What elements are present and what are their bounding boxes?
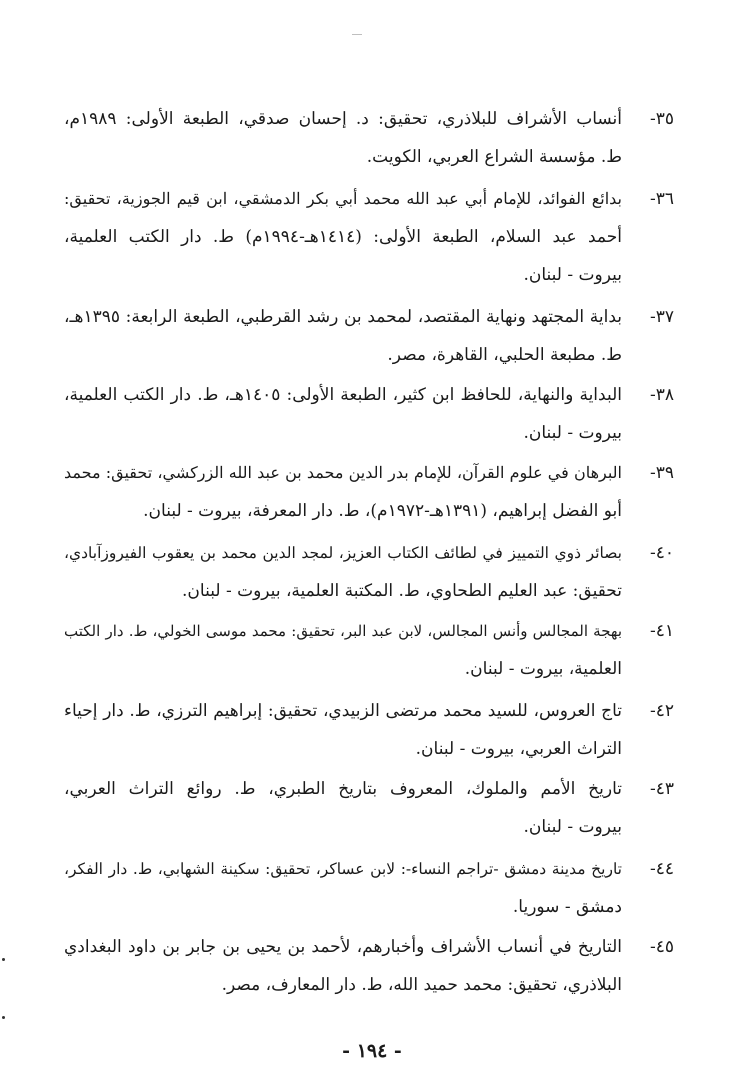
entry-number: ٤٤-	[649, 859, 674, 879]
bibliography-entry	[64, 100, 674, 176]
bibliography-entry	[64, 612, 674, 688]
bibliography-entry	[64, 770, 674, 846]
entry-text-line: تاريخ الأمم والملوك، المعروف بتاريخ الطبري، ط. روائع التراث العربي،	[64, 779, 622, 799]
margin-dot	[2, 1016, 5, 1019]
bibliography-entry	[64, 376, 674, 452]
bibliography-entry	[64, 298, 674, 374]
entry-text-line: أبو الفضل إبراهيم، (١٣٩١هـ-١٩٧٢م)، ط. دار المعرفة، بيروت - لبنان.	[143, 501, 622, 521]
entry-text-line: البلاذري، تحقيق: محمد حميد الله، ط. دار المعارف، مصر.	[221, 975, 622, 995]
entry-text-line: البداية والنهاية، للحافظ ابن كثير، الطبعة الأولى: ١٤٠٥هـ، ط. دار الكتب العلمية،	[64, 385, 622, 405]
bibliography-entry	[64, 454, 674, 530]
bibliography-entry	[64, 180, 674, 294]
entry-number: ٣٩-	[649, 463, 674, 483]
scan-mark	[352, 34, 362, 35]
entry-text-line: بهجة المجالس وأنس المجالس، لابن عبد البر، تحقيق: محمد موسى الخولي، ط. دار الكتب	[64, 622, 622, 640]
bibliography-entry	[64, 850, 674, 926]
entry-text-line: أحمد عبد السلام، الطبعة الأولى: (١٤١٤هـ-١٩٩٤م) ط. دار الكتب العلمية،	[64, 227, 622, 247]
entry-number: ٤٥-	[649, 937, 674, 957]
entry-number: ٣٥-	[649, 109, 674, 129]
margin-dot	[2, 958, 5, 961]
entry-text-line: تحقيق: عبد العليم الطحاوي، ط. المكتبة العلمية، بيروت - لبنان.	[182, 581, 622, 601]
entry-text-line: أنساب الأشراف للبلاذري، تحقيق: د. إحسان صدقي، الطبعة الأولى: ١٩٨٩م،	[64, 109, 622, 129]
entry-text-line: التاريخ في أنساب الأشراف وأخبارهم، لأحمد بن يحيى بن جابر بن داود البغدادي	[64, 937, 622, 957]
entry-text-line: ط. مؤسسة الشراع العربي، الكويت.	[366, 147, 622, 167]
entry-number: ٤١-	[649, 621, 674, 641]
entry-text-line: بدائع الفوائد، للإمام أبي عبد الله محمد أبي بكر الدمشقي، ابن قيم الجوزية، تحقيق:	[64, 189, 622, 208]
entry-number: ٣٨-	[649, 385, 674, 405]
entry-text-line: دمشق - سوريا.	[512, 897, 622, 917]
entry-text-line: بيروت - لبنان.	[523, 423, 622, 443]
entry-text-line: ط. مطبعة الحلبي، القاهرة، مصر.	[387, 345, 622, 365]
entry-text-line: العلمية، بيروت - لبنان.	[464, 659, 622, 679]
entry-number: ٤٢-	[649, 701, 674, 721]
bibliography-entry	[64, 534, 674, 610]
entry-text-line: بداية المجتهد ونهاية المقتصد، لمحمد بن رشد القرطبي، الطبعة الرابعة: ١٣٩٥هـ،	[64, 307, 622, 327]
entry-text-line: تاريخ مدينة دمشق -تراجم النساء-: لابن عساكر، تحقيق: سكينة الشهابي، ط. دار الفكر،	[64, 860, 622, 878]
entry-number: ٤٠-	[649, 543, 674, 563]
entry-number: ٤٣-	[649, 779, 674, 799]
entry-number: ٣٧-	[649, 307, 674, 327]
entry-text-line: البرهان في علوم القرآن، للإمام بدر الدين محمد بن عبد الله الزركشي، تحقيق: محمد	[64, 463, 622, 482]
bibliography-entry	[64, 692, 674, 768]
entry-text-line: بيروت - لبنان.	[523, 817, 622, 837]
entry-text-line: تاج العروس، للسيد محمد مرتضى الزبيدي، تحقيق: إبراهيم الترزي، ط. دار إحياء	[64, 701, 622, 721]
entry-number: ٣٦-	[649, 189, 674, 209]
bibliography-entry	[64, 928, 674, 1004]
entry-text-line: بيروت - لبنان.	[523, 265, 622, 285]
page-number: - ١٩٤ -	[342, 1040, 402, 1062]
entry-text-line: التراث العربي، بيروت - لبنان.	[415, 739, 622, 759]
entry-text-line: بصائر ذوي التمييز في لطائف الكتاب العزيز، لمجد الدين محمد بن يعقوب الفيروزآبادي،	[64, 544, 622, 562]
